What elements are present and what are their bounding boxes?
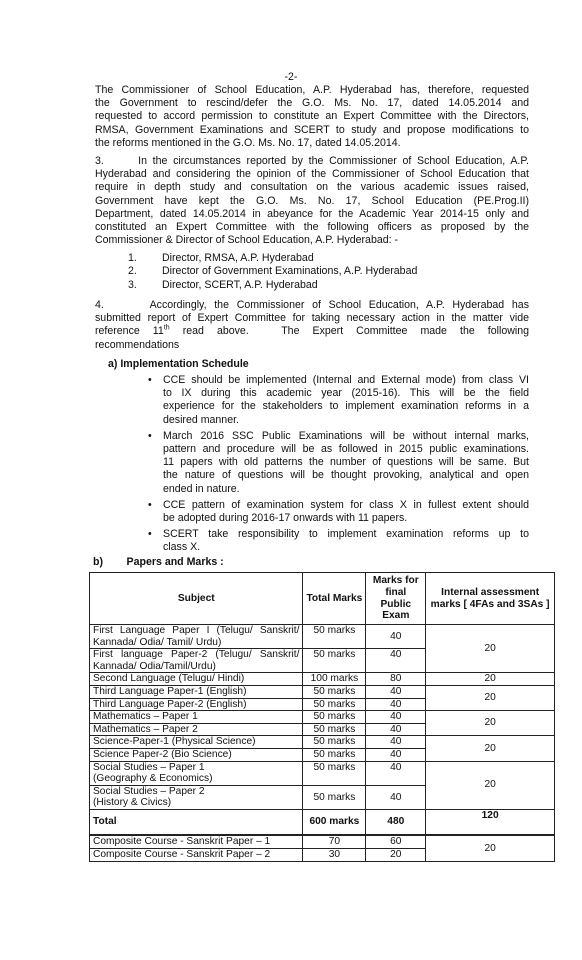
text-line: Department, dated 14.05.2014 in abeyance for the Academic Year 2014-15 only and (95, 207, 529, 220)
paragraph-request (95, 84, 529, 150)
bullet-icon: • (148, 528, 152, 541)
text-line: Hyderabad and considering the opinion of the Commissioner of School Education that (95, 168, 529, 181)
column-header: Total Marks (303, 573, 366, 625)
text-line: recommendations (95, 338, 180, 351)
table-row: Science-Paper-1 (Physical Science) 50 marks 40 20 (90, 736, 555, 749)
bullet-icon: • (148, 374, 152, 386)
paragraph-3 (95, 155, 529, 247)
bullet-icon: • (148, 498, 152, 511)
text-line: Government have kept the G.O. Ms. No. 17, School Education (PE.Prog.II) (95, 194, 529, 207)
section-heading-implementation: a) Implementation Schedule (108, 358, 249, 370)
text-line: The Commissioner of School Education, A.P. Hyderabad has, therefore, requested (95, 84, 529, 96)
section-heading-papers: b) Papers and Marks : (93, 556, 224, 568)
bullet-item: • CCE pattern of examination system for class X in fullest extent should be adopted during 2016-17 onwards with 11 papers. (148, 498, 529, 525)
column-header: Marks for final Public Exam (366, 573, 426, 625)
list-item: 1. Director, RMSA, A.P. Hyderabad (128, 252, 314, 264)
text-line: requested to accord permission to constitute an Expert Committee with the Directors, (95, 110, 529, 123)
table-row: Third Language Paper-1 (English) 50 marks 40 20 (90, 685, 555, 698)
text-line: the Government to rescind/defer the G.O. Ms. No. 17, dated 14.05.2014 and (95, 97, 529, 110)
text-line: Commissioner & Director of School Education, A.P. Hyderabad: - (95, 234, 399, 247)
table-row: Mathematics – Paper 2 50 marks 40 (90, 723, 555, 736)
table-row: Third Language Paper-2 (English) 50 marks 40 (90, 698, 555, 711)
bullet-item: • March 2016 SSC Public Examinations will be without internal marks, pattern and procedure will be as followed in 2015 public examinations. 11 papers with old patterns the number of questions will be same. But the nature of questions will be thought provoking, analytical and open ended in nature. (148, 429, 529, 495)
column-header: Subject (90, 573, 303, 625)
papers-marks-table (89, 572, 555, 862)
text-line: submitted report of Expert Committee for taking necessary action in the matter vide (95, 312, 529, 325)
table-row: First language Paper-2 (Telugu/ Sanskrit/ Kannada/ Odia/Tamil/Urdu) 50 marks 40 (90, 649, 555, 673)
table-total-row: Total 600 marks 480 120 (90, 809, 555, 835)
list-item: 2. Director of Government Examinations, A.P. Hyderabad (128, 265, 418, 278)
table-row: Mathematics – Paper 1 50 marks 40 20 (90, 711, 555, 724)
implementation-bullets (145, 374, 529, 555)
table-row: Social Studies – Paper 1 (Geography & Economics) 50 marks 40 20 (90, 761, 555, 785)
bullet-item: • CCE should be implemented (Internal and External mode) from class VI to IX during this academic year (2015-16). This will be the field experience for the stakeholders to implement examination reforms in a desired manner. (148, 374, 529, 426)
table-row: Composite Course - Sanskrit Paper – 2 30 20 (90, 849, 555, 862)
table-row: Second Language (Telugu/ Hindi) 100 marks 80 20 (90, 673, 555, 686)
text-line: the reforms mentioned in the G.O. Ms. No. 17, dated 14.05.2014. (95, 136, 401, 149)
bullet-item: • SCERT take responsibility to implement examination reforms up to class X. (148, 528, 529, 554)
text-line: require in depth study and consultation on the various academic issues raised, (95, 181, 529, 194)
text-line: 4. Accordingly, the Commissioner of School Education, A.P. Hyderabad has (95, 299, 529, 311)
paragraph-4 (95, 299, 529, 352)
column-header: Internal assessment marks [ 4FAs and 3SAs ] (426, 573, 555, 625)
bullet-icon: • (148, 429, 152, 442)
text-line: 3. In the circumstances reported by the Commissioner of School Education, A.P. (95, 155, 529, 167)
list-item: 3. Director, SCERT, A.P. Hyderabad (128, 278, 318, 291)
text-line: constituted an Expert Committee with the following officers as proposed by the (95, 221, 529, 234)
table-row: Social Studies – Paper 2 (History & Civics) 50 marks 40 (90, 785, 555, 809)
text-line: reference 11th read above. The Expert Committee made the following (95, 324, 530, 338)
page-number: -2- (284, 71, 298, 83)
table-row: Science Paper-2 (Bio Science) 50 marks 40 (90, 748, 555, 761)
text-line: RMSA, Government Examinations and SCERT to study and propose modifications to (95, 123, 529, 136)
table-header-row (90, 573, 555, 625)
table-row: Composite Course - Sanskrit Paper – 1 70 60 20 (90, 835, 555, 848)
table-row: First Language Paper I (Telugu/ Sanskrit/ Kannada/ Odia/ Tamil/ Urdu) 50 marks 40 20 (90, 625, 555, 649)
committee-list (128, 252, 417, 292)
